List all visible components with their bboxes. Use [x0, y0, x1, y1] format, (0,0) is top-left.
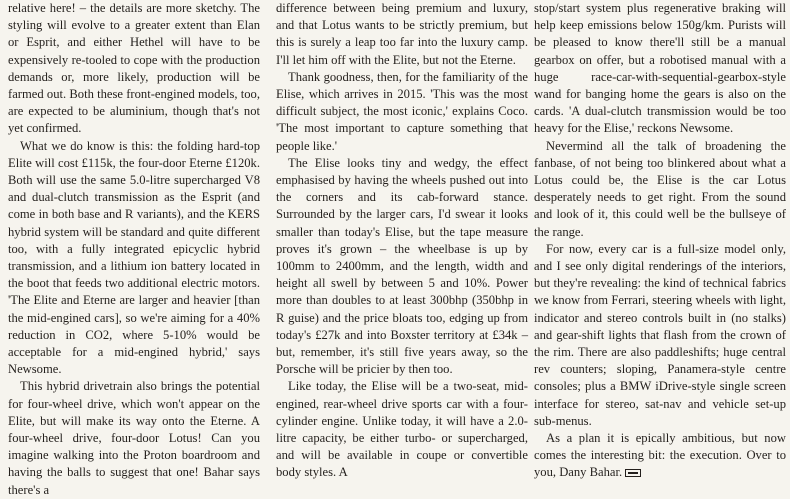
paragraph: relative here! – the details are more sketchy. The styling will evolve to a greater extent than Elan or Esprit, and either Hethel will have to be expensively re-tooled to cope with the production demands or, more likely, production will be farmed out. Both these front-engined models, too, are expected to be aluminium, though that's not yet confirmed.	[8, 1, 260, 136]
last-paragraph	[534, 430, 786, 482]
paragraph: difference between being premium and luxury, and that Lotus wants to be strictly premium, but this is surely a leap too far into the luxury camp. I'll let him off with the Elite, but not the Eterne.	[276, 1, 528, 67]
paragraph: This hybrid drivetrain also brings the potential for four-wheel drive, which won't appear on the Elite, but will make its way onto the Eterne. A four-wheel drive, four-door Lotus! Can you imagine walking into the Proton boardroom and having the balls to suggest that one! Bahar says there's a	[8, 379, 260, 497]
article-column-3	[534, 0, 786, 480]
paragraph: Like today, the Elise will be a two-seat, mid-engined, rear-wheel drive sports car with a four-cylinder engine. Unlike today, it will have a 2.0-litre capacity, be either turbo- or supercharged, and will be available in coupe or convertible body styles. A	[276, 379, 528, 480]
paragraph: For now, every car is a full-size model only, and I see only digital renderings of the interiors, but they're revealing: the kind of technical fabrics we know from Ferrari, steering wheels with light, indicator and stereo controls built in (no stalks) and gear-shift lights that flash from the crown of the rim. There are also paddleshifts; huge central rev counters; sloping, Panamera-style centre consoles; plus a BMW iDrive-style single screen interface for stereo, sat-nav and vehicle set-up sub-menus.	[534, 241, 786, 428]
paragraph: What we do know is this: the folding hard-top Elite will cost £115k, the four-door Eterne £120k. Both will use the same 5.0-litre supercharged V8 and dual-clutch transmission as the Esprit (and come in both base and R variants), and the KERS hybrid system will be standard and quite different too, with a fully integrated epicyclic hybrid transmission, and a lithium ion battery located in the boot that feeds two additional electric motors. 'The Elite and Eterne are larger and heavier [than the mid-engined cars], so we're aiming for a 40% reduction in CO2, where 5-10% would be acceptable for a mid-engined hybrid,' says Newsome.	[8, 138, 260, 377]
paragraph: stop/start system plus regenerative braking will help keep emissions below 150g/km. Purists will be pleased to know there'll still be a manual gearbox on offer, but a robotised manual with a huge race-car-with-sequential-gearbox-style wand for banging home the gears is also on the cards. 'A dual-clutch transmission would be too heavy for the Elise,' reckons Newsome.	[534, 1, 786, 136]
paragraph: Thank goodness, then, for the familiarity of the Elise, which arrives in 2015. 'This was the most difficult subject, the most iconic,' explains Coco. 'The most important to capture something that people like.'	[276, 69, 528, 153]
paragraph: Nevermind all the talk of broadening the fanbase, of not being too blinkered about what a Lotus could be, the Elise is the car Lotus desperately needs to get right. From the sound and look of it, this could well be the bullseye of the range.	[534, 138, 786, 239]
article-column-1	[8, 0, 260, 497]
end-of-article-icon	[625, 469, 641, 477]
paragraph-text: As a plan it is epically ambitious, but now comes the interesting bit: the execution. Over to you, Dany Bahar.	[534, 431, 786, 480]
paragraph: The Elise looks tiny and wedgy, the effect emphasised by having the wheels pushed out into the corners and its cab-forward stance. Surrounded by the larger cars, I'd swear it looks smaller than today's Elise, but the tape measure proves it's grown – the wheelbase is up by 100mm to 2400mm, and the length, width and height all swell by between 5 and 10%. Power more than doubles to at least 300bhp (350bhp in R guise) and the price bloats too, edging up from today's £27k and into Boxster territory at £34k – but, remember, it's still five years away, so the Porsche will be pricier by then too.	[276, 155, 528, 377]
article-column-2	[276, 0, 528, 480]
